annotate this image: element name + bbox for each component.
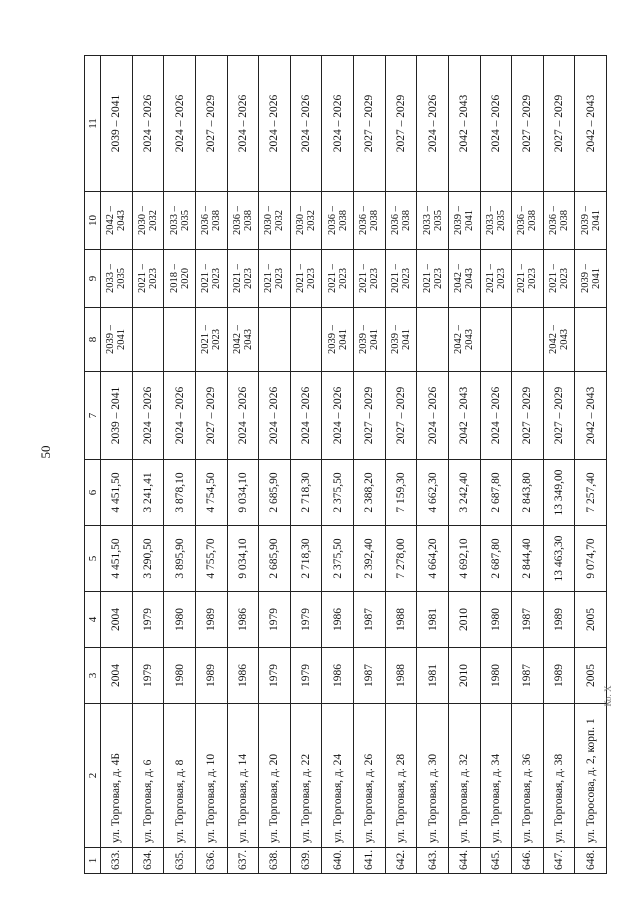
period-col10-cell	[322, 192, 354, 250]
period-cell: 2039 – 2041	[101, 372, 133, 460]
address-cell: ул. Торосова, д. 2, корп. 1	[575, 704, 607, 848]
period-col9-cell	[575, 250, 607, 308]
period-col8-cell	[354, 308, 386, 372]
planned-period-cell: 2027 – 2029	[543, 56, 575, 192]
period-col10-cell	[543, 192, 575, 250]
row-number: 647.	[543, 848, 575, 874]
year-built-cell: 2004	[101, 648, 133, 704]
period-col10-cell-line: 2036 –	[231, 206, 243, 235]
address-cell: ул. Торговая, д. 34	[480, 704, 512, 848]
row-number: 636.	[195, 848, 227, 874]
year-commissioned-cell: 2005	[575, 592, 607, 648]
living-area-cell: 13 349,00	[543, 460, 575, 526]
period-col9-cell-line: 2021 –	[484, 264, 496, 293]
period-col8-cell	[322, 308, 354, 372]
period-col10-cell	[164, 192, 196, 250]
period-col10-cell-line: 2038	[211, 210, 223, 231]
year-built-cell: 1987	[512, 648, 544, 704]
period-col9-cell-line: 2021 –	[136, 264, 148, 293]
period-col10-cell-line: 2033 –	[484, 206, 496, 235]
period-col8-cell-line: 2041	[337, 329, 349, 350]
year-built-cell: 1987	[354, 648, 386, 704]
address-cell: ул. Торговая, д. 8	[164, 704, 196, 848]
period-col10-cell-line: 2035	[179, 210, 191, 231]
period-cell: 2024 – 2026	[132, 372, 164, 460]
year-built-cell: 1988	[385, 648, 417, 704]
total-area-cell: 2 392,40	[354, 526, 386, 592]
period-col8-cell-line: 2039 –	[105, 325, 117, 354]
planned-period-cell: 2024 – 2026	[417, 56, 449, 192]
period-col10-cell-line: 2032	[306, 210, 318, 231]
living-area-cell: 2 687,80	[480, 460, 512, 526]
table-row	[227, 56, 259, 874]
period-col8-cell-line: 2039 –	[389, 325, 401, 354]
total-area-cell: 7 278,00	[385, 526, 417, 592]
period-col9-cell-line: 2021 –	[389, 264, 401, 293]
address-cell: ул. Торговая, д. 36	[512, 704, 544, 848]
year-built-cell: 2010	[448, 648, 480, 704]
year-commissioned-cell: 1979	[259, 592, 291, 648]
period-col10-cell-line: 2036 –	[516, 206, 528, 235]
table-row	[322, 56, 354, 874]
living-area-cell: 2 685,90	[259, 460, 291, 526]
planned-period-cell: 2024 – 2026	[132, 56, 164, 192]
period-col9-cell-line: 2021 –	[358, 264, 370, 293]
period-col10-cell-line: 2033 –	[421, 206, 433, 235]
planned-period-cell: 2024 – 2026	[164, 56, 196, 192]
living-area-cell: 7 159,30	[385, 460, 417, 526]
period-col9-cell	[543, 250, 575, 308]
row-number: 643.	[417, 848, 449, 874]
period-col10-cell-line: 2036 –	[389, 206, 401, 235]
address-cell: ул. Торговая, д. 30	[417, 704, 449, 848]
row-number: 648.	[575, 848, 607, 874]
period-col8-cell-line: 2039 –	[326, 325, 338, 354]
period-col10-cell-line: 2030 –	[136, 206, 148, 235]
period-col10-cell-line: 2033 –	[168, 206, 180, 235]
period-col10-cell-line: 2038	[242, 210, 254, 231]
year-commissioned-cell: 1981	[417, 592, 449, 648]
total-area-cell: 2 685,90	[259, 526, 291, 592]
period-cell: 2024 – 2026	[322, 372, 354, 460]
year-commissioned-cell: 1979	[290, 592, 322, 648]
address-cell: ул. Торговая, д. 6	[132, 704, 164, 848]
year-built-cell: 1979	[259, 648, 291, 704]
period-col8-cell	[101, 308, 133, 372]
table-row	[385, 56, 417, 874]
period-col10-cell-line: 2043	[116, 210, 128, 231]
period-col8-cell-line: 2021 –	[200, 325, 212, 354]
period-cell: 2024 – 2026	[164, 372, 196, 460]
period-col9-cell-line: 2020	[179, 268, 191, 289]
total-area-cell: 2 844,40	[512, 526, 544, 592]
period-cell: 2027 – 2029	[512, 372, 544, 460]
living-area-cell: 3 242,40	[448, 460, 480, 526]
column-header: 11	[85, 56, 101, 192]
column-header: 7	[85, 372, 101, 460]
period-col10-cell	[290, 192, 322, 250]
period-cell: 2027 – 2029	[354, 372, 386, 460]
period-col9-cell-line: 2023	[400, 268, 412, 289]
year-commissioned-cell: 1988	[385, 592, 417, 648]
planned-period-cell: 2027 – 2029	[512, 56, 544, 192]
total-area-cell: 2 718,30	[290, 526, 322, 592]
planned-period-cell: 2027 – 2029	[354, 56, 386, 192]
living-area-cell: 9 034,10	[227, 460, 259, 526]
period-col9-cell	[290, 250, 322, 308]
period-col8-cell-line: 2041	[116, 329, 128, 350]
period-col8-cell-line: 2023	[211, 329, 223, 350]
rotated-table-container	[84, 56, 607, 874]
period-col10-cell	[101, 192, 133, 250]
row-number: 634.	[132, 848, 164, 874]
address-cell: ул. Торговая, д. 38	[543, 704, 575, 848]
table-row	[480, 56, 512, 874]
period-col10-cell-line: 2032	[274, 210, 286, 231]
row-number: 642.	[385, 848, 417, 874]
year-commissioned-cell: 1987	[512, 592, 544, 648]
period-col8-cell	[480, 308, 512, 372]
table-row	[543, 56, 575, 874]
planned-period-cell: 2027 – 2029	[195, 56, 227, 192]
period-col8-cell	[543, 308, 575, 372]
address-cell: ул. Торговая, д. 10	[195, 704, 227, 848]
total-area-cell: 3 290,50	[132, 526, 164, 592]
living-area-cell: 4 451,50	[101, 460, 133, 526]
table-row	[290, 56, 322, 874]
total-area-cell: 4 664,20	[417, 526, 449, 592]
period-col8-cell	[227, 308, 259, 372]
period-col10-cell-line: 2036 –	[358, 206, 370, 235]
period-col9-cell	[227, 250, 259, 308]
period-cell: 2024 – 2026	[417, 372, 449, 460]
period-col10-cell-line: 2035	[495, 210, 507, 231]
period-col10-cell-line: 2030 –	[295, 206, 307, 235]
period-col10-cell	[448, 192, 480, 250]
period-col8-cell	[132, 308, 164, 372]
row-number: 633.	[101, 848, 133, 874]
column-header: 1	[85, 848, 101, 874]
year-commissioned-cell: 1986	[322, 592, 354, 648]
period-col8-cell-line: 2041	[400, 329, 412, 350]
living-area-cell: 7 257,40	[575, 460, 607, 526]
period-col9-cell	[417, 250, 449, 308]
total-area-cell: 4 451,50	[101, 526, 133, 592]
period-col10-cell-line: 2036 –	[326, 206, 338, 235]
period-col9-cell	[385, 250, 417, 308]
period-col9-cell-line: 2021 –	[421, 264, 433, 293]
period-col9-cell-line: 2023	[495, 268, 507, 289]
period-col10-cell-line: 2038	[527, 210, 539, 231]
period-col9-cell-line: 2023	[211, 268, 223, 289]
period-col8-cell-line: 2039 –	[358, 325, 370, 354]
period-col9-cell-line: 2018 –	[168, 264, 180, 293]
total-area-cell: 9 074,70	[575, 526, 607, 592]
column-header: 4	[85, 592, 101, 648]
living-area-cell: 3 241,41	[132, 460, 164, 526]
year-built-cell: 1981	[417, 648, 449, 704]
living-area-cell: 4 754,50	[195, 460, 227, 526]
period-col9-cell-line: 2033 –	[105, 264, 117, 293]
year-commissioned-cell: 1989	[543, 592, 575, 648]
period-col10-cell	[354, 192, 386, 250]
period-col10-cell-line: 2032	[147, 210, 159, 231]
period-col9-cell	[164, 250, 196, 308]
period-col10-cell	[385, 192, 417, 250]
year-commissioned-cell: 2004	[101, 592, 133, 648]
living-area-cell: 2 388,20	[354, 460, 386, 526]
planned-period-cell: 2024 – 2026	[259, 56, 291, 192]
row-number: 637.	[227, 848, 259, 874]
row-number: 644.	[448, 848, 480, 874]
period-col10-cell-line: 2038	[369, 210, 381, 231]
period-col10-cell-line: 2035	[432, 210, 444, 231]
planned-period-cell: 2042 – 2043	[575, 56, 607, 192]
total-area-cell: 4 755,70	[195, 526, 227, 592]
column-header: 2	[85, 704, 101, 848]
year-commissioned-cell: 1987	[354, 592, 386, 648]
column-header: 5	[85, 526, 101, 592]
row-number: 638.	[259, 848, 291, 874]
planned-period-cell: 2024 – 2026	[290, 56, 322, 192]
period-col9-cell	[259, 250, 291, 308]
address-cell: ул. Торговая, д. 28	[385, 704, 417, 848]
period-col9-cell-line: 2041	[590, 268, 602, 289]
table-header-row	[85, 56, 101, 874]
scan-mark: Ко. Х	[603, 685, 613, 707]
period-col10-cell	[259, 192, 291, 250]
period-col9-cell-line: 2023	[337, 268, 349, 289]
living-area-cell: 4 662,30	[417, 460, 449, 526]
row-number: 646.	[512, 848, 544, 874]
living-area-cell: 2 718,30	[290, 460, 322, 526]
period-col8-cell	[448, 308, 480, 372]
period-col10-cell-line: 2038	[400, 210, 412, 231]
total-area-cell: 13 463,30	[543, 526, 575, 592]
period-cell: 2027 – 2029	[195, 372, 227, 460]
total-area-cell: 4 692,10	[448, 526, 480, 592]
period-cell: 2024 – 2026	[227, 372, 259, 460]
total-area-cell: 2 687,80	[480, 526, 512, 592]
column-header: 10	[85, 192, 101, 250]
period-col10-cell-line: 2042 –	[105, 206, 117, 235]
address-cell: ул. Торговая, д. 14	[227, 704, 259, 848]
period-col8-cell	[417, 308, 449, 372]
column-header: 8	[85, 308, 101, 372]
table-row	[448, 56, 480, 874]
year-built-cell: 1986	[322, 648, 354, 704]
year-built-cell: 2005	[575, 648, 607, 704]
address-cell: ул. Торговая, д. 22	[290, 704, 322, 848]
repair-schedule-table	[84, 55, 607, 874]
period-col9-cell-line: 2021 –	[295, 264, 307, 293]
period-col10-cell-line: 2041	[464, 210, 476, 231]
period-col9-cell-line: 2023	[306, 268, 318, 289]
period-col8-cell	[164, 308, 196, 372]
period-cell: 2042 – 2043	[448, 372, 480, 460]
total-area-cell: 2 375,50	[322, 526, 354, 592]
period-col10-cell-line: 2039 –	[579, 206, 591, 235]
year-commissioned-cell: 1980	[480, 592, 512, 648]
address-cell: ул. Торговая, д. 4Б	[101, 704, 133, 848]
period-col10-cell	[512, 192, 544, 250]
table-row	[259, 56, 291, 874]
row-number: 645.	[480, 848, 512, 874]
period-col10-cell	[480, 192, 512, 250]
period-col9-cell	[448, 250, 480, 308]
living-area-cell: 2 375,50	[322, 460, 354, 526]
row-number: 635.	[164, 848, 196, 874]
period-col9-cell-line: 2023	[274, 268, 286, 289]
period-col9-cell	[322, 250, 354, 308]
table-row	[132, 56, 164, 874]
period-col10-cell-line: 2039 –	[453, 206, 465, 235]
period-col9-cell-line: 2021 –	[200, 264, 212, 293]
row-number: 639.	[290, 848, 322, 874]
period-col10-cell-line: 2038	[559, 210, 571, 231]
row-number: 641.	[354, 848, 386, 874]
period-col9-cell-line: 2023	[369, 268, 381, 289]
period-col9-cell-line: 2021 –	[263, 264, 275, 293]
period-col10-cell	[575, 192, 607, 250]
living-area-cell: 3 878,10	[164, 460, 196, 526]
planned-period-cell: 2042 – 2043	[448, 56, 480, 192]
period-col8-cell	[512, 308, 544, 372]
address-cell: ул. Торговая, д. 20	[259, 704, 291, 848]
period-col10-cell-line: 2036 –	[200, 206, 212, 235]
period-col8-cell-line: 2042 –	[548, 325, 560, 354]
table-row	[575, 56, 607, 874]
period-col10-cell	[195, 192, 227, 250]
address-cell: ул. Торговая, д. 32	[448, 704, 480, 848]
table-row	[512, 56, 544, 874]
table-row	[417, 56, 449, 874]
period-col9-cell-line: 2021 –	[231, 264, 243, 293]
period-col9-cell	[354, 250, 386, 308]
period-col10-cell-line: 2036 –	[548, 206, 560, 235]
planned-period-cell: 2027 – 2029	[385, 56, 417, 192]
table-row	[164, 56, 196, 874]
period-cell: 2024 – 2026	[480, 372, 512, 460]
period-col10-cell-line: 2030 –	[263, 206, 275, 235]
total-area-cell: 9 034,10	[227, 526, 259, 592]
period-col8-cell-line: 2043	[242, 329, 254, 350]
period-col9-cell-line: 2021 –	[548, 264, 560, 293]
period-col10-cell	[417, 192, 449, 250]
period-col9-cell-line: 2035	[116, 268, 128, 289]
period-col8-cell	[290, 308, 322, 372]
period-cell: 2024 – 2026	[290, 372, 322, 460]
column-header: 9	[85, 250, 101, 308]
period-col9-cell-line: 2023	[147, 268, 159, 289]
table-row	[101, 56, 133, 874]
planned-period-cell: 2024 – 2026	[480, 56, 512, 192]
column-header: 6	[85, 460, 101, 526]
table-row	[195, 56, 227, 874]
period-col9-cell	[132, 250, 164, 308]
period-col8-cell-line: 2042 –	[453, 325, 465, 354]
period-col8-cell-line: 2042 –	[231, 325, 243, 354]
total-area-cell: 3 895,90	[164, 526, 196, 592]
planned-period-cell: 2024 – 2026	[322, 56, 354, 192]
period-col9-cell-line: 2021 –	[326, 264, 338, 293]
period-col9-cell	[101, 250, 133, 308]
period-col9-cell	[480, 250, 512, 308]
period-col8-cell	[195, 308, 227, 372]
table-row	[354, 56, 386, 874]
period-col8-cell	[385, 308, 417, 372]
period-col9-cell-line: 2023	[559, 268, 571, 289]
living-area-cell: 2 843,80	[512, 460, 544, 526]
period-col9-cell-line: 2043	[464, 268, 476, 289]
address-cell: ул. Торговая, д. 24	[322, 704, 354, 848]
year-built-cell: 1989	[195, 648, 227, 704]
period-cell: 2024 – 2026	[259, 372, 291, 460]
period-col8-cell	[259, 308, 291, 372]
year-commissioned-cell: 1979	[132, 592, 164, 648]
year-built-cell: 1980	[164, 648, 196, 704]
period-col9-cell-line: 2042 –	[453, 264, 465, 293]
year-built-cell: 1979	[132, 648, 164, 704]
planned-period-cell: 2039 – 2041	[101, 56, 133, 192]
period-col9-cell-line: 2023	[527, 268, 539, 289]
period-cell: 2027 – 2029	[543, 372, 575, 460]
year-commissioned-cell: 1980	[164, 592, 196, 648]
planned-period-cell: 2024 – 2026	[227, 56, 259, 192]
period-col10-cell	[227, 192, 259, 250]
year-commissioned-cell: 1986	[227, 592, 259, 648]
period-col9-cell-line: 2023	[242, 268, 254, 289]
period-col8-cell-line: 2043	[559, 329, 571, 350]
period-cell: 2027 – 2029	[385, 372, 417, 460]
period-col9-cell	[512, 250, 544, 308]
table-body	[101, 56, 607, 874]
year-built-cell: 1989	[543, 648, 575, 704]
period-col8-cell-line: 2041	[369, 329, 381, 350]
address-cell: ул. Торговая, д. 26	[354, 704, 386, 848]
period-col8-cell	[575, 308, 607, 372]
page-number: 50	[38, 445, 53, 459]
year-commissioned-cell: 2010	[448, 592, 480, 648]
year-built-cell: 1980	[480, 648, 512, 704]
row-number: 640.	[322, 848, 354, 874]
period-col9-cell	[195, 250, 227, 308]
year-built-cell: 1986	[227, 648, 259, 704]
period-col8-cell-line: 2043	[464, 329, 476, 350]
period-col10-cell	[132, 192, 164, 250]
period-col9-cell-line: 2039 –	[579, 264, 591, 293]
period-cell: 2042 – 2043	[575, 372, 607, 460]
period-col9-cell-line: 2021 –	[516, 264, 528, 293]
year-built-cell: 1979	[290, 648, 322, 704]
period-col9-cell-line: 2023	[432, 268, 444, 289]
period-col10-cell-line: 2041	[590, 210, 602, 231]
year-commissioned-cell: 1989	[195, 592, 227, 648]
column-header: 3	[85, 648, 101, 704]
period-col10-cell-line: 2038	[337, 210, 349, 231]
